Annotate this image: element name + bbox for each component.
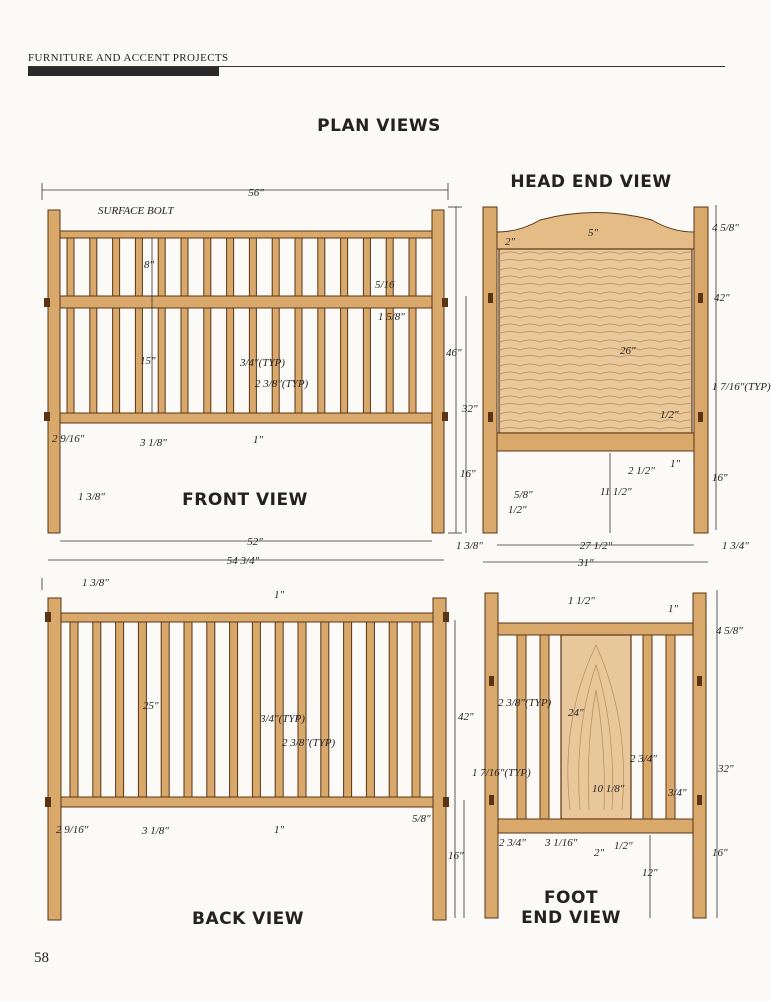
foot-left-post	[485, 593, 498, 918]
foot-end-view-drawing	[485, 593, 706, 918]
front-middle-rail	[60, 296, 432, 308]
front-bottom-rail: 1"	[253, 434, 264, 446]
front-slat-13	[341, 238, 348, 413]
front-overall-width: 56"	[248, 187, 264, 199]
foot-gap-b: 3/4"	[668, 787, 687, 799]
back-right-bottom-bracket	[443, 797, 449, 807]
foot-slat-2	[540, 635, 549, 819]
back-slat-9	[252, 622, 260, 797]
head-panel-height: 26"	[620, 345, 636, 357]
foot-floor-gap: 12"	[642, 867, 658, 879]
back-slat-6	[184, 622, 192, 797]
back-slat-8	[230, 622, 238, 797]
back-slat-1	[70, 622, 78, 797]
foot-top-rail	[498, 623, 693, 635]
front-top-rail	[60, 231, 432, 238]
head-leg-height: 16"	[712, 472, 728, 484]
head-left-lower-bolt	[488, 412, 493, 422]
title-front-view: FRONT VIEW	[182, 490, 308, 510]
foot-right-lower-bolt	[697, 795, 702, 805]
front-bottom-left: 2 9/16"	[52, 433, 85, 445]
foot-right-bolt	[697, 676, 702, 686]
foot-bottom-mid: 3 1/16"	[545, 837, 578, 849]
back-slat-2	[93, 622, 101, 797]
back-slat-spacing: 2 3/8"(TYP)	[282, 737, 336, 749]
front-end-offset: 1 3/8"	[456, 540, 483, 552]
front-slat-3	[113, 238, 120, 413]
front-view-drawing	[44, 210, 448, 533]
foot-typ-rail: 1 7/16"(TYP)	[472, 767, 531, 779]
front-left-lower-bracket	[44, 412, 50, 421]
front-slat-8	[227, 238, 234, 413]
foot-slat-1	[517, 635, 526, 819]
back-view-drawing	[45, 598, 449, 920]
back-top-rail: 1"	[274, 589, 285, 601]
head-rail-gap: 2 1/2"	[628, 465, 655, 477]
back-slat-13	[344, 622, 352, 797]
foot-bottom-rail	[498, 819, 693, 833]
head-top-offset: 4 5/8"	[712, 222, 739, 234]
front-slat-1	[67, 238, 74, 413]
back-slat-12	[321, 622, 329, 797]
back-bottom-left: 2 9/16"	[56, 824, 89, 836]
head-post-height: 42"	[714, 292, 730, 304]
back-slat-5	[161, 622, 169, 797]
front-slat-height: 15"	[140, 355, 156, 367]
front-slat-spacing: 2 3/8"(TYP)	[255, 378, 309, 390]
head-left-post	[483, 207, 497, 533]
head-panel-grain	[499, 249, 692, 433]
back-right-top-bracket	[443, 612, 449, 622]
foot-top-offset: 4 5/8"	[716, 625, 743, 637]
head-typ-rail: 1 7/16"(TYP)	[712, 381, 771, 393]
back-bottom-rail: 1"	[274, 824, 285, 836]
back-slat-height: 25"	[143, 700, 159, 712]
front-slat-14	[363, 238, 370, 413]
front-right-bracket	[442, 298, 448, 307]
front-surface-bolt: SURFACE BOLT	[98, 205, 174, 217]
front-post-width: 1 3/8"	[78, 491, 105, 503]
front-left-post	[48, 210, 60, 533]
foot-gap-a: 2 3/4"	[630, 753, 657, 765]
back-slat-7	[207, 622, 215, 797]
front-slat-2	[90, 238, 97, 413]
back-slat-10	[275, 622, 283, 797]
foot-slat-3	[643, 635, 652, 819]
back-left-bottom-bracket	[45, 797, 51, 807]
foot-rail-one: 1"	[668, 603, 679, 615]
title-foot-end-view-line1: FOOT	[543, 888, 599, 908]
head-bottom-rail	[497, 433, 694, 451]
title-head-end-view: HEAD END VIEW	[510, 172, 672, 192]
back-post-height: 42"	[458, 711, 474, 723]
back-leg-height: 16"	[448, 850, 464, 862]
head-end-view-drawing	[483, 207, 708, 533]
front-slat-12	[318, 238, 325, 413]
back-slat-width: 3/4"(TYP)	[260, 713, 305, 725]
foot-post-height: 32"	[718, 763, 734, 775]
foot-right-post	[693, 593, 706, 918]
head-post-depth-a: 5/8"	[514, 489, 533, 501]
head-right-post	[694, 207, 708, 533]
head-right-bolt	[698, 293, 703, 303]
section-header-label: FURNITURE AND ACCENT PROJECTS	[28, 52, 229, 64]
front-slat-width: 3/4"(TYP)	[240, 357, 285, 369]
front-left-bracket	[44, 298, 50, 307]
title-back-view: BACK VIEW	[191, 909, 305, 929]
back-bottom-rail	[61, 797, 433, 807]
front-slat-15	[386, 238, 393, 413]
head-left-bolt	[488, 293, 493, 303]
head-outer-width: 31"	[578, 557, 594, 569]
head-arch-height: 5"	[588, 227, 599, 239]
foot-bottom-two: 2"	[594, 847, 605, 859]
foot-top-rail: 1 1/2"	[568, 595, 595, 607]
front-right-post	[432, 210, 444, 533]
front-outer-width: 54 3/4"	[226, 555, 260, 567]
head-inner-width: 27 1/2"	[579, 540, 613, 552]
front-slat-7	[204, 238, 211, 413]
head-arch-side: 2"	[505, 236, 516, 248]
front-rail-top-height: 32"	[462, 403, 478, 415]
foot-panel-width: 10 1/8"	[592, 783, 625, 795]
back-slat-14	[366, 622, 374, 797]
foot-bottom-left: 2 3/4"	[499, 837, 526, 849]
back-offset: 1 3/8"	[82, 577, 109, 589]
front-rail-height: 1 5/8"	[378, 311, 405, 323]
front-slat-6	[181, 238, 188, 413]
head-floor-gap: 11 1/2"	[600, 486, 632, 498]
head-right-lower-bolt	[698, 412, 703, 422]
front-slat-5	[158, 238, 165, 413]
front-slat-4	[135, 238, 142, 413]
back-slat-3	[116, 622, 124, 797]
head-post-width: 1 3/4"	[722, 540, 749, 552]
back-left-post	[48, 598, 61, 920]
foot-left-bolt	[489, 676, 494, 686]
back-slats	[70, 622, 420, 797]
foot-bottom-half: 1/2"	[614, 840, 633, 852]
foot-slat-spacing: 2 3/8"(TYP)	[498, 697, 552, 709]
page-number: 58	[34, 950, 49, 966]
back-slat-11	[298, 622, 306, 797]
title-plan-views: PLAN VIEWS	[317, 116, 441, 136]
foot-panel-height: 24"	[568, 707, 584, 719]
front-post-height: 46"	[446, 347, 462, 359]
back-rail-thick: 5/8"	[412, 813, 431, 825]
front-slats	[67, 238, 416, 413]
front-slat-16	[409, 238, 416, 413]
front-upper-gap: 8"	[144, 259, 155, 271]
front-inner-width: 52"	[247, 536, 263, 548]
head-rail-one: 1"	[670, 458, 681, 470]
back-slat-15	[389, 622, 397, 797]
head-post-depth-b: 1/2"	[508, 504, 527, 516]
title-foot-end-view-line2: END VIEW	[521, 908, 621, 928]
back-slat-16	[412, 622, 420, 797]
back-bottom-mid: 3 1/8"	[142, 825, 169, 837]
front-bottom-rail	[60, 413, 432, 423]
back-right-post	[433, 598, 446, 920]
front-bottom-mid: 3 1/8"	[140, 437, 167, 449]
front-right-lower-bracket	[442, 412, 448, 421]
head-rail-width: 1/2"	[660, 409, 679, 421]
front-rail-bottom-height: 16"	[460, 468, 476, 480]
back-top-rail	[61, 613, 433, 622]
back-left-top-bracket	[45, 612, 51, 622]
foot-left-lower-bolt	[489, 795, 494, 805]
foot-leg-height: 16"	[712, 847, 728, 859]
front-rail-thick: 5/16	[375, 279, 395, 291]
